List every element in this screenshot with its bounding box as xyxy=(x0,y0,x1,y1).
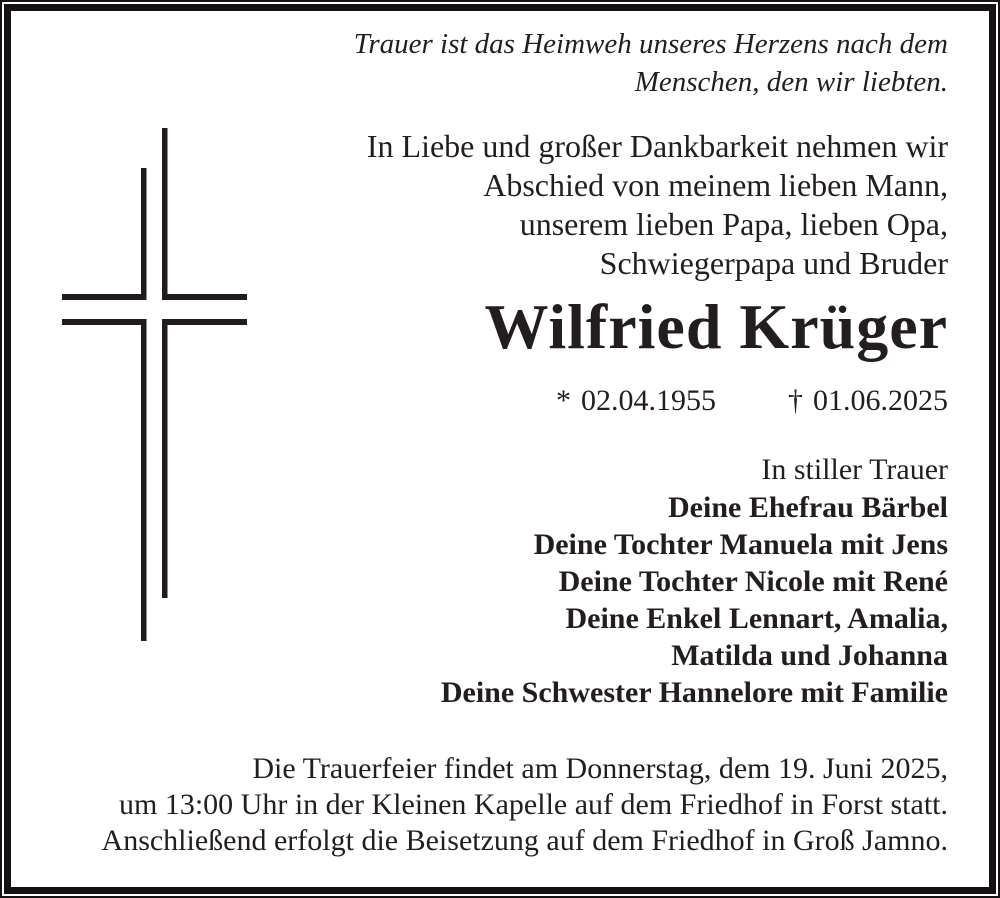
death-dagger-symbol: † xyxy=(788,384,803,417)
birth-date: 02.04.1955 xyxy=(581,384,716,417)
birth-date-group xyxy=(556,384,716,417)
mourning-quote xyxy=(40,25,948,101)
funeral-details xyxy=(40,751,948,859)
mourning-heading: In stiller Trauer xyxy=(761,453,948,486)
mourners-list xyxy=(40,489,948,711)
quote-line: Menschen, den wir liebten. xyxy=(634,66,948,98)
farewell-intro xyxy=(40,127,948,283)
life-dates xyxy=(40,381,948,421)
funeral-line: Anschließend erfolgt die Beisetzung auf dem Friedhof in Groß Jamno. xyxy=(101,824,948,857)
birth-star-symbol: * xyxy=(556,384,571,417)
intro-line: Schwiegerpapa und Bruder xyxy=(599,245,948,281)
intro-line: Abschied von meinem lieben Mann, xyxy=(483,167,948,203)
mourner-line: Deine Tochter Nicole mit René xyxy=(558,565,948,598)
mourner-line: Deine Schwester Hannelore mit Familie xyxy=(440,676,948,709)
funeral-line: Die Trauerfeier findet am Donnerstag, dem 19. Juni 2025, xyxy=(252,752,948,785)
death-date: 01.06.2025 xyxy=(813,384,948,417)
intro-line: In Liebe und großer Dankbarkeit nehmen wir xyxy=(366,128,948,164)
mourner-line: Deine Tochter Manuela mit Jens xyxy=(533,528,948,561)
intro-line: unserem lieben Papa, lieben Opa, xyxy=(519,206,948,242)
notice-content xyxy=(40,11,948,887)
quote-line: Trauer ist das Heimweh unseres Herzens nach dem xyxy=(353,28,948,60)
mourner-line: Deine Ehefrau Bärbel xyxy=(668,491,948,524)
funeral-line: um 13:00 Uhr in der Kleinen Kapelle auf dem Friedhof in Forst statt. xyxy=(119,788,948,821)
death-date-group xyxy=(788,381,948,421)
deceased-name: Wilfried Krüger xyxy=(484,291,948,362)
mourner-line: Deine Enkel Lennart, Amalia, xyxy=(565,602,948,635)
mourner-line: Matilda und Johanna xyxy=(671,639,948,672)
